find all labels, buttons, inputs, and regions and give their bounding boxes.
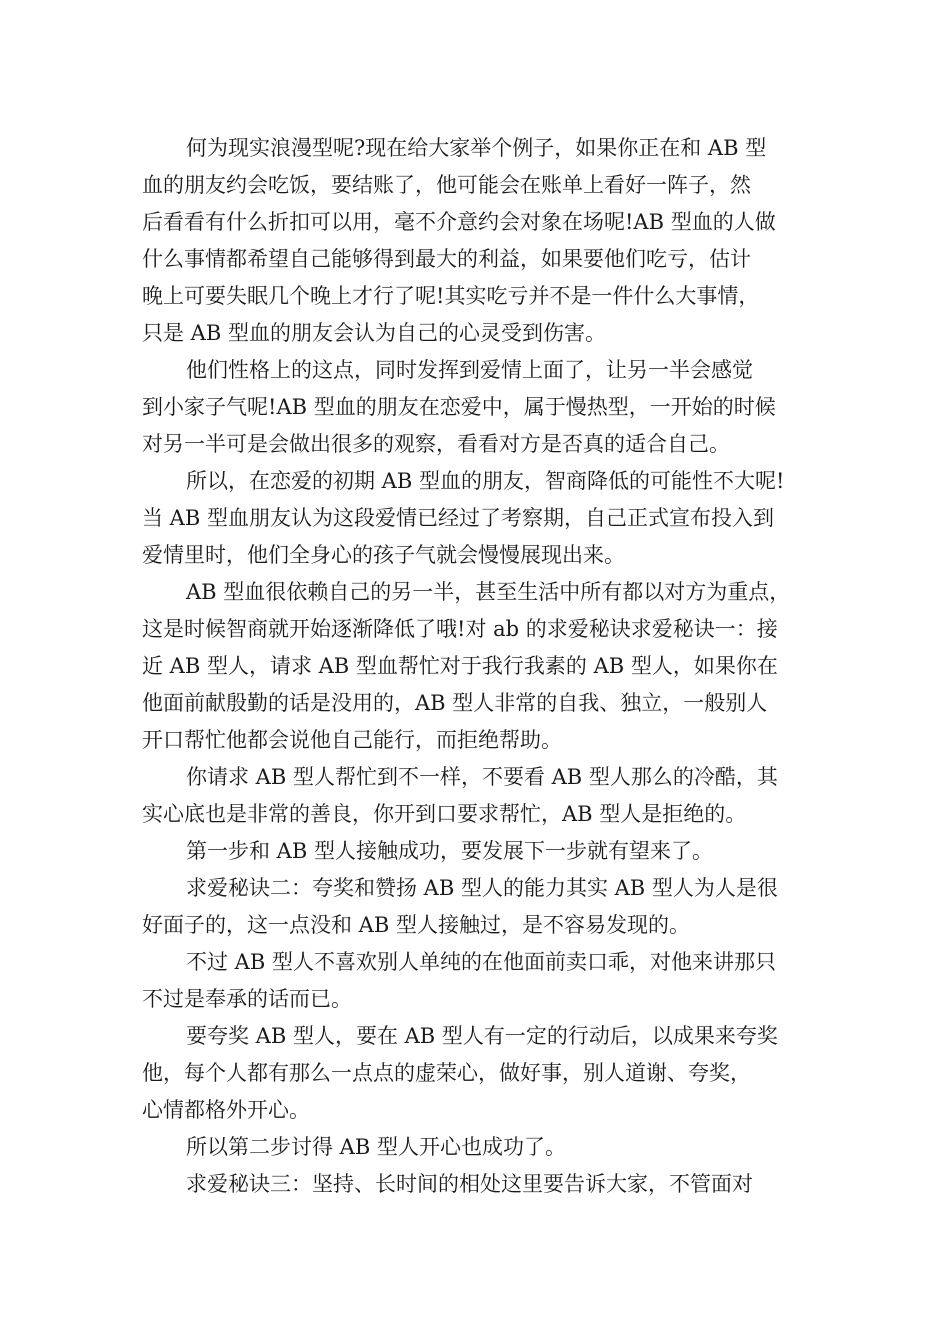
paragraph (142, 833, 812, 870)
text-line: 当 AB 型血朋友认为这段爱情已经过了考察期，自己正式宣布投入到 (142, 506, 774, 530)
text-line: 这是时候智商就开始逐渐降低了哦!对 ab 的求爱秘诀求爱秘诀一：接 (142, 617, 778, 641)
text-line: 他面前献殷勤的话是没用的，AB 型人非常的自我、独立，一般别人 (142, 691, 768, 715)
text-line: 只是 AB 型血的朋友会认为自己的心灵受到伤害。 (142, 321, 606, 345)
paragraph (142, 1018, 812, 1129)
paragraph (142, 759, 812, 833)
text-line: 对另一半可是会做出很多的观察，看看对方是否真的适合自己。 (142, 432, 730, 456)
text-line: 求爱秘诀三：坚持、长时间的相处这里要告诉大家，不管面对 (186, 1172, 753, 1196)
paragraph (142, 130, 812, 352)
text-line: 求爱秘诀二：夸奖和赞扬 AB 型人的能力其实 AB 型人为人是很 (186, 876, 778, 900)
text-line: 所以第二步讨得 AB 型人开心也成功了。 (186, 1135, 566, 1159)
paragraph (142, 574, 812, 759)
text-line: 到小家子气呢!AB 型血的朋友在恋爱中，属于慢热型，一开始的时候 (142, 395, 776, 419)
text-line: 近 AB 型人，请求 AB 型血帮忙对于我行我素的 AB 型人，如果你在 (142, 654, 778, 678)
text-line: 心情都格外开心。 (142, 1098, 310, 1122)
text-line: 第一步和 AB 型人接触成功，要发展下一步就有望来了。 (186, 839, 713, 863)
paragraph (142, 463, 812, 574)
text-line: 好面子的，这一点没和 AB 型人接触过，是不容易发现的。 (142, 913, 690, 937)
text-line: 晚上可要失眠几个晚上才行了呢!其实吃亏并不是一件什么大事情， (142, 284, 760, 308)
text-line: 他们性格上的这点，同时发挥到爱情上面了，让另一半会感觉 (186, 358, 753, 382)
text-line: 你请求 AB 型人帮忙到不一样，不要看 AB 型人那么的冷酷，其 (186, 765, 778, 789)
paragraph (142, 1129, 812, 1166)
text-line: 开口帮忙他都会说他自己能行，而拒绝帮助。 (142, 728, 562, 752)
text-line: 他，每个人都有那么一点点的虚荣心，做好事，别人道谢、夸奖， (142, 1061, 751, 1085)
paragraph (142, 352, 812, 463)
text-line: 实心底也是非常的善良，你开到口要求帮忙，AB 型人是拒绝的。 (142, 802, 747, 826)
text-line: 爱情里时，他们全身心的孩子气就会慢慢展现出来。 (142, 543, 625, 567)
text-line: AB 型血很依赖自己的另一半，甚至生活中所有都以对方为重点， (186, 580, 791, 604)
text-line: 什么事情都希望自己能够得到最大的利益，如果要他们吃亏，估计 (142, 247, 751, 271)
text-line: 何为现实浪漫型呢?现在给大家举个例子，如果你正在和 AB 型 (186, 136, 767, 160)
text-line: 血的朋友约会吃饭，要结账了，他可能会在账单上看好一阵子，然 (142, 173, 751, 197)
text-line: 不过是奉承的话而已。 (142, 987, 352, 1011)
text-line: 所以，在恋爱的初期 AB 型血的朋友，智商降低的可能性不大呢! (186, 469, 785, 493)
text-line: 后看看有什么折扣可以用，毫不介意约会对象在场呢!AB 型血的人做 (142, 210, 776, 234)
text-line: 要夸奖 AB 型人，要在 AB 型人有一定的行动后，以成果来夸奖 (186, 1024, 778, 1048)
text-line: 不过 AB 型人不喜欢别人单纯的在他面前卖口乖，对他来讲那只 (186, 950, 776, 974)
paragraph (142, 944, 812, 1018)
paragraph (142, 870, 812, 944)
document-body (142, 130, 812, 1203)
paragraph (142, 1166, 812, 1203)
